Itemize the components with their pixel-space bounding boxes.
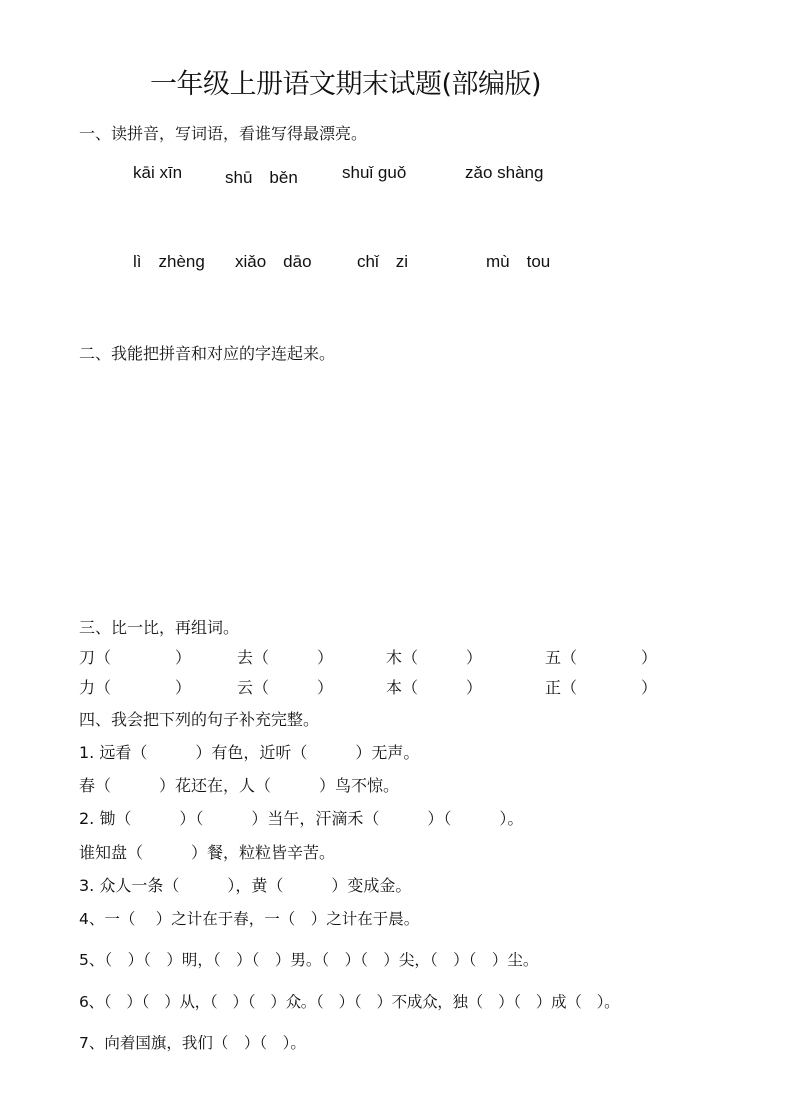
pinyin-item: kāi xīn <box>133 163 183 182</box>
fill-line: 4、一（ ）之计在于春，一（ ）之计在于晨。 <box>79 910 420 928</box>
pinyin-item: shū běn <box>225 168 298 187</box>
section-2-heading: 二、我能把拼音和对应的字连起来。 <box>79 344 336 363</box>
page-title: 一年级上册语文期末试题(部编版) <box>150 69 542 100</box>
fill-line: 7、向着国旗，我们（ ）（ ）。 <box>79 1034 306 1052</box>
fill-line: 6、（ ）（ ）从，（ ）（ ）众。（ ）（ ）不成众，独（ ）（ ）成（ ）。 <box>79 993 620 1011</box>
pinyin-item: mù tou <box>486 252 551 271</box>
pinyin-item: shuǐ guǒ <box>342 163 407 182</box>
fill-line: 5、（ ）（ ）明，（ ）（ ）男。（ ）（ ）尖，（ ）（ ）尘。 <box>79 951 539 969</box>
compare-cell: 正（ ） <box>545 678 658 697</box>
section-3-heading: 三、比一比，再组词。 <box>79 618 240 637</box>
compare-cell: 去（ ） <box>237 648 334 667</box>
pinyin-item: xiǎo dāo <box>235 252 312 271</box>
compare-cell: 云（ ） <box>237 678 334 697</box>
section-4-heading: 四、我会把下列的句子补充完整。 <box>79 710 320 729</box>
fill-line: 谁知盘（ ）餐，粒粒皆辛苦。 <box>79 843 336 862</box>
compare-cell: 力（ ） <box>79 678 192 697</box>
fill-line: 3. 众人一条（ ），黄（ ）变成金。 <box>79 876 412 895</box>
pinyin-item: chǐ zi <box>357 252 409 271</box>
section-1-heading: 一、读拼音，写词语，看谁写得最漂亮。 <box>79 124 368 143</box>
fill-line: 春（ ）花还在，人（ ）鸟不惊。 <box>79 776 400 795</box>
pinyin-item: lì zhèng <box>133 252 205 271</box>
compare-cell: 木（ ） <box>386 648 483 667</box>
pinyin-item: zǎo shàng <box>465 163 544 182</box>
fill-line: 1. 远看（ ）有色，近听（ ）无声。 <box>79 743 420 762</box>
compare-cell: 刀（ ） <box>79 648 192 667</box>
fill-line: 2. 锄（ ）（ ）当午，汗滴禾（ ）（ ）。 <box>79 809 524 828</box>
compare-cell: 本（ ） <box>386 678 483 697</box>
compare-cell: 五（ ） <box>545 648 658 667</box>
